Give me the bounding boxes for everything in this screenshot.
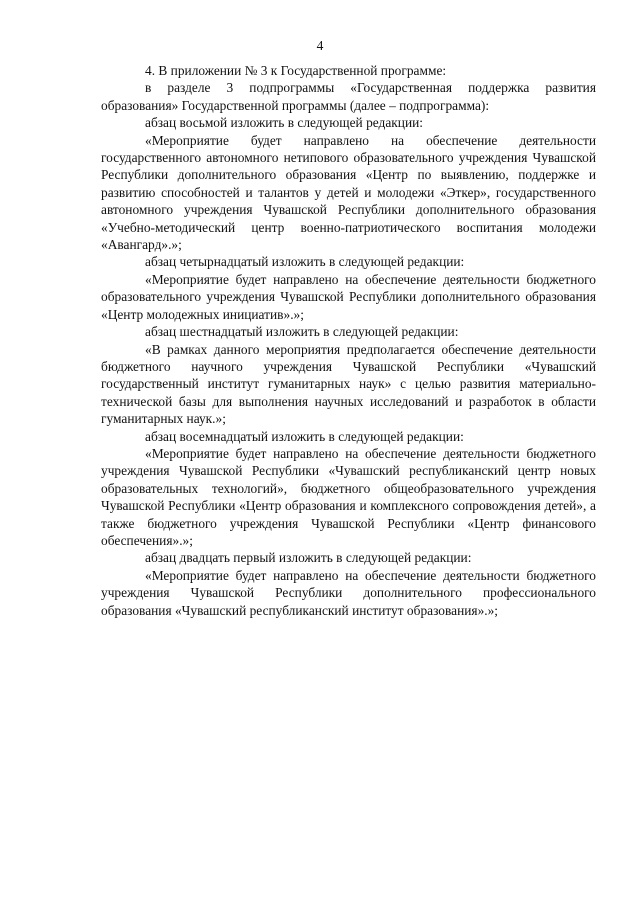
paragraph-quote-21: «Мероприятие будет направлено на обеспечение деятельности бюджетного учреждения Чувашской Республики дополнительного профессионального образования «Чувашский республиканский институт образования».»; bbox=[101, 567, 596, 618]
paragraph-instruction-18: абзац восемнадцатый изложить в следующей редакции: bbox=[145, 428, 464, 444]
paragraph-item-intro: 4. В приложении № 3 к Государственной программе: bbox=[145, 63, 447, 78]
paragraph-instruction-14: абзац четырнадцатый изложить в следующей редакции: bbox=[145, 254, 465, 270]
page-number: 4 bbox=[316, 38, 324, 53]
paragraph-instruction-16: абзац шестнадцатый изложить в следующей редакции: bbox=[145, 324, 459, 340]
paragraph-instruction-8: абзац восьмой изложить в следующей редакции: bbox=[145, 115, 424, 131]
paragraph-quote-18: «Мероприятие будет направлено на обеспечение деятельности бюджетного учреждения Чувашской Республики «Чувашский республиканский центр новых образовательных технологий», бюджетного общеобразовательного учреждения Чувашской Республики «Центр образования и комплексного сопровождения детей», а также бюджетного учреждения Чувашской Республики «Центр финансового обеспечения».»; bbox=[101, 445, 596, 548]
document-body bbox=[101, 62, 596, 619]
paragraph-quote-8: «Мероприятие будет направлено на обеспечение деятельности государственного автономного нетипового образовательного учреждения Чувашской Республики дополнительного образования «Центр по выявлению, поддержке и развитию способностей и талантов у детей и молодежи «Эткер», государственного автономного учреждения Чувашской Республики дополнительного образования «Учебно-методический центр военно-патриотического воспитания молодежи «Авангард».»; bbox=[101, 132, 596, 253]
paragraph-quote-14: «Мероприятие будет направлено на обеспечение деятельности бюджетного образовательного учреждения Чувашской Республики дополнительного образования «Центр молодежных инициатив».»; bbox=[101, 271, 596, 322]
paragraph-quote-16: «В рамках данного мероприятия предполагается обеспечение деятельности бюджетного научного учреждения Чувашской Республики «Чувашский государственный институт гуманитарных наук» с целью развития материально-технической базы для выполнения научных исследований и разработок в области гуманитарных наук.»; bbox=[101, 341, 596, 427]
paragraph-instruction-21: абзац двадцать первый изложить в следующей редакции: bbox=[145, 550, 472, 566]
paragraph-section-reference: в разделе 3 подпрограммы «Государственная поддержка развития образования» Государственной программы (далее – подпрограмма): bbox=[101, 80, 596, 113]
